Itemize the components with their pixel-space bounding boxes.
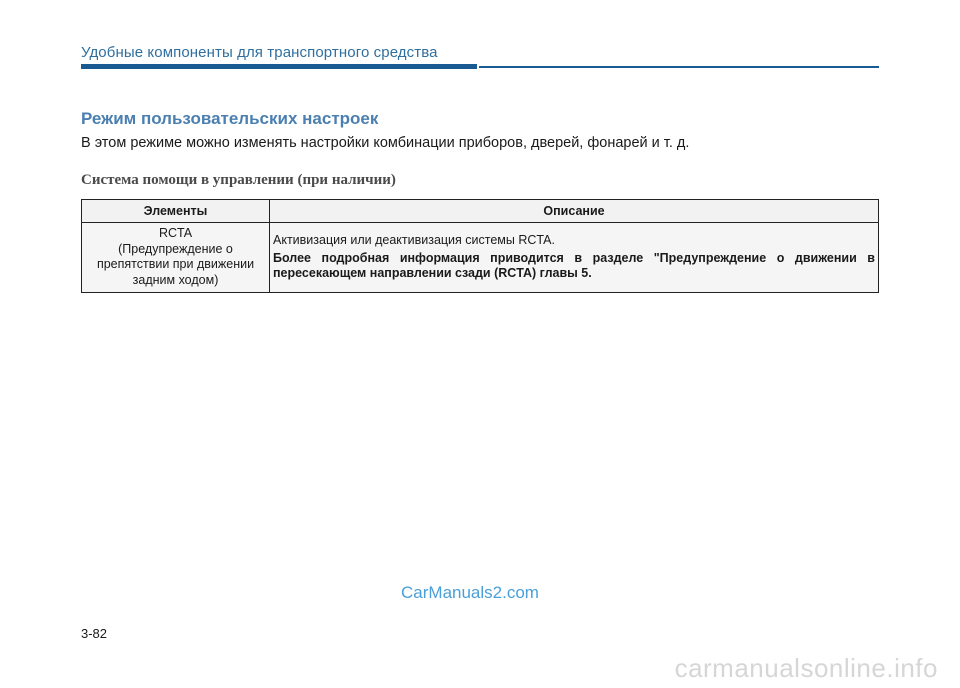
section-title: Режим пользовательских настроек: [81, 109, 379, 128]
table-header-row: [82, 200, 879, 223]
subsection-title: Система помощи в управлении (при наличии): [81, 172, 396, 188]
page-number: 3-82: [81, 626, 108, 641]
element-desc-line: препятствии при движении: [96, 257, 255, 271]
element-desc-line: (Предупреждение о: [118, 241, 233, 256]
settings-table: [81, 199, 879, 293]
footer-watermark: carmanualsonline.info: [674, 653, 938, 683]
site-watermark: CarManuals2.com: [401, 583, 539, 602]
description-cell: [270, 223, 879, 293]
chapter-title: Удобные компоненты для транспортного средства: [81, 44, 438, 61]
column-header-description: Описание: [270, 200, 879, 223]
element-desc-line: задним ходом): [132, 272, 219, 287]
table-row: [82, 223, 879, 293]
element-cell: [82, 223, 270, 293]
element-name: RCTA: [158, 226, 193, 240]
header-rule-thick: [81, 64, 477, 69]
description-reference: Более подробная информация приводится в разделе "Предупреждение о движении в пересекающем направлении сзади (RCTA) главы 5.: [273, 251, 875, 280]
section-intro: В этом режиме можно изменять настройки комбинации приборов, дверей, фонарей и т. д.: [81, 135, 690, 151]
header-rule-thin: [479, 66, 879, 68]
description-text: Активизация или деактивизация системы RCTA.: [273, 233, 555, 247]
column-header-elements: Элементы: [82, 200, 270, 223]
